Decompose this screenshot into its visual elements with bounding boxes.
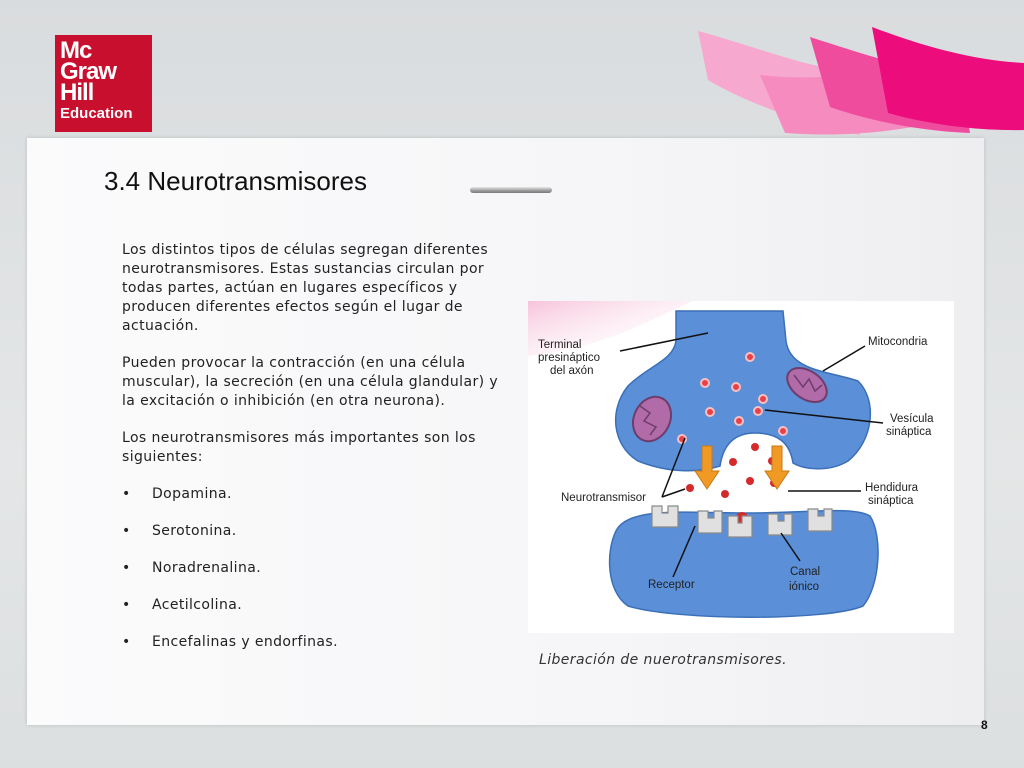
list-item xyxy=(122,633,507,652)
paragraph-2: Pueden provocar la contracción (en una célula muscular), la secreción (en una célula glandular) y la excitación o inhibición (en otra neurona). xyxy=(122,355,498,409)
label-canal-line2: iónico xyxy=(789,581,820,593)
list-item xyxy=(122,522,507,541)
label-terminal-line3: del axón xyxy=(550,365,594,377)
list-item-text: Acetilcolina. xyxy=(152,597,243,613)
mcgraw-hill-logo xyxy=(55,35,152,132)
slide-title: 3.4 Neurotransmisores xyxy=(104,166,367,196)
label-terminal-line1: Terminal xyxy=(538,339,582,351)
label-hendidura-line2: sináptica xyxy=(868,495,914,507)
title-underline-bar xyxy=(470,187,552,193)
list-item-text: Encefalinas y endorfinas. xyxy=(152,634,338,650)
bullet-dot: • xyxy=(122,523,131,539)
figure-caption: Liberación de nuerotransmisores. xyxy=(539,652,787,668)
paragraph-3: Los neurotransmisores más importantes son los siguientes: xyxy=(122,430,476,465)
paragraph-1: Los distintos tipos de células segregan diferentes neurotransmisores. Estas sustancias circulan por todas partes, actúan en lugares específicos y producen diferentes efectos según el lugar de actuación. xyxy=(122,242,489,334)
list-item-text: Noradrenalina. xyxy=(152,560,262,576)
pink-ribbons-decoration xyxy=(690,25,1024,145)
bullet-dot: • xyxy=(122,560,131,576)
list-item-text: Serotonina. xyxy=(152,523,237,539)
label-terminal-line2: presináptico xyxy=(538,352,601,364)
label-vesicula-line1: Vesícula xyxy=(890,413,934,425)
page-number: 8 xyxy=(981,718,988,732)
logo-line-1: Mc xyxy=(60,37,92,64)
label-receptor: Receptor xyxy=(648,579,695,591)
list-item-text: Dopamina. xyxy=(152,486,232,502)
label-vesicula-line2: sináptica xyxy=(886,426,932,438)
synapse-diagram xyxy=(528,301,954,633)
bullet-dot: • xyxy=(122,486,131,502)
slide-panel xyxy=(27,138,984,725)
label-hendidura-line1: Hendidura xyxy=(865,482,919,494)
slide-body xyxy=(122,241,507,670)
logo-line-3: Hill xyxy=(60,79,94,106)
logo-line-2: Graw xyxy=(60,58,117,85)
bullet-dot: • xyxy=(122,634,131,650)
logo-line-4: Education xyxy=(60,105,133,122)
label-canal-line1: Canal xyxy=(790,566,821,578)
neurotransmitter-list xyxy=(122,485,507,652)
label-mitocondria: Mitocondria xyxy=(868,336,928,348)
list-item xyxy=(122,485,507,504)
bullet-dot: • xyxy=(122,597,131,613)
label-neurotransmisor: Neurotransmisor xyxy=(561,492,646,504)
list-item xyxy=(122,596,507,615)
list-item xyxy=(122,559,507,578)
